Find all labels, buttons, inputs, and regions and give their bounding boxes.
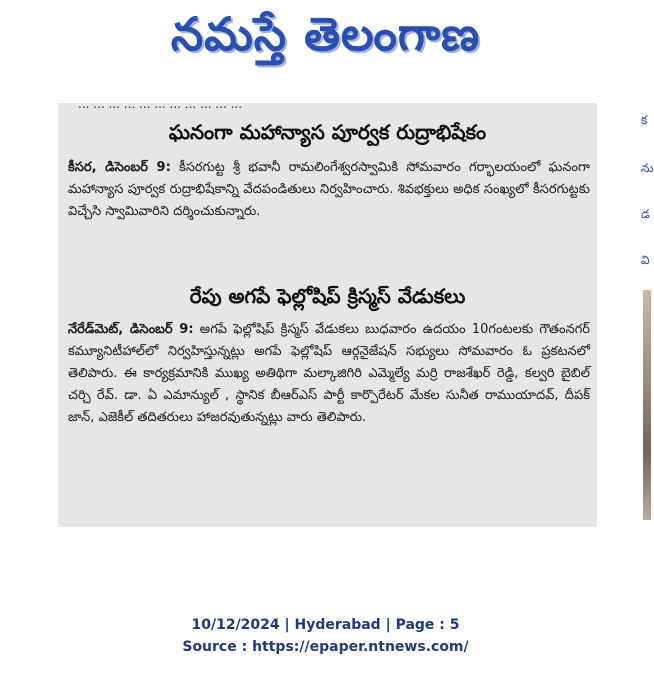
newspaper-logo: నమస్తే తెలంగాణ bbox=[170, 7, 481, 61]
edge-photo bbox=[643, 290, 651, 520]
article-1-body bbox=[68, 157, 590, 223]
footer-date-page: 10/12/2024 | Hyderabad | Page : 5 bbox=[191, 617, 460, 633]
article-2-body bbox=[68, 319, 590, 429]
edge-char: క bbox=[641, 113, 648, 127]
masthead bbox=[0, 0, 651, 80]
edge-char: వి bbox=[641, 253, 650, 267]
clipped-previous-line: ... ... ... ... ... ... ... ... ... ... ... bbox=[78, 97, 243, 111]
article-1-dateline: కీసర, డిసెంబర్ 9: bbox=[68, 160, 171, 175]
article-2-text: అగపే ఫెల్లోషిప్ క్రిస్మస్ వేడుకలు బుధవారం ఉదయం 10గంటలకు గౌతంనగర్ కమ్యూనిటీహాల్‌లో నిర్వహిస్తున్నట్లు అగపే ఫెల్లోషిప్ ఆర్గనైజేషన్ సభ్యులు సోమవారం ఓ ప్రకటనలో తెలిపారు. ఈ కార్యక్రమానికి ముఖ్య అతిథిగా మల్కాజిగిరి ఎమ్మెల్యే మర్రి రాజశేఖర్ రెడ్డి, కల్వరి బైబిల్ చర్చి రేవ్. డా. ఏ ఎమాన్యుల్ , స్థానిక బీఆర్ఎస్ పార్టీ కార్పొరేటర్ మేకల సునీత రాముయాదవ్, దీపక్ జాన్, ఎజెకీల్ తదితరులు హాజరవుతున్నట్లు వారు తెలిపారు. bbox=[68, 322, 590, 425]
article-2-headline: రేపు అగపే ఫెల్లోషిప్ క్రిస్మస్ వేడుకలు bbox=[189, 284, 466, 308]
article-2-dateline: నేరేడ్‌మెట్, డిసెంబర్ 9: bbox=[68, 322, 194, 337]
adjacent-column-edge bbox=[641, 95, 654, 525]
edge-char: ను bbox=[641, 161, 654, 175]
article-1-headline: ఘనంగా మహాన్యాస పూర్వక రుద్రాభిషేకం bbox=[168, 120, 487, 144]
footer-source: Source : https://epaper.ntnews.com/ bbox=[182, 639, 469, 655]
edge-char: డ bbox=[641, 207, 650, 221]
news-clipping bbox=[58, 97, 597, 527]
article-1-text: కీసరగుట్ట శ్రీ భవానీ రామలింగేశ్వరస్వామికి సోమవారం గర్భాలయంలో ఘనంగా మహాన్యాస పూర్వక రుద్రాభిషేకాన్ని వేదపండితులు నిర్వహించారు. శివభక్తులు అధిక సంఖ్యలో కీసరగుట్టకు విచ్చేసి స్వామివారిని దర్శించుకున్నారు. bbox=[68, 160, 590, 219]
